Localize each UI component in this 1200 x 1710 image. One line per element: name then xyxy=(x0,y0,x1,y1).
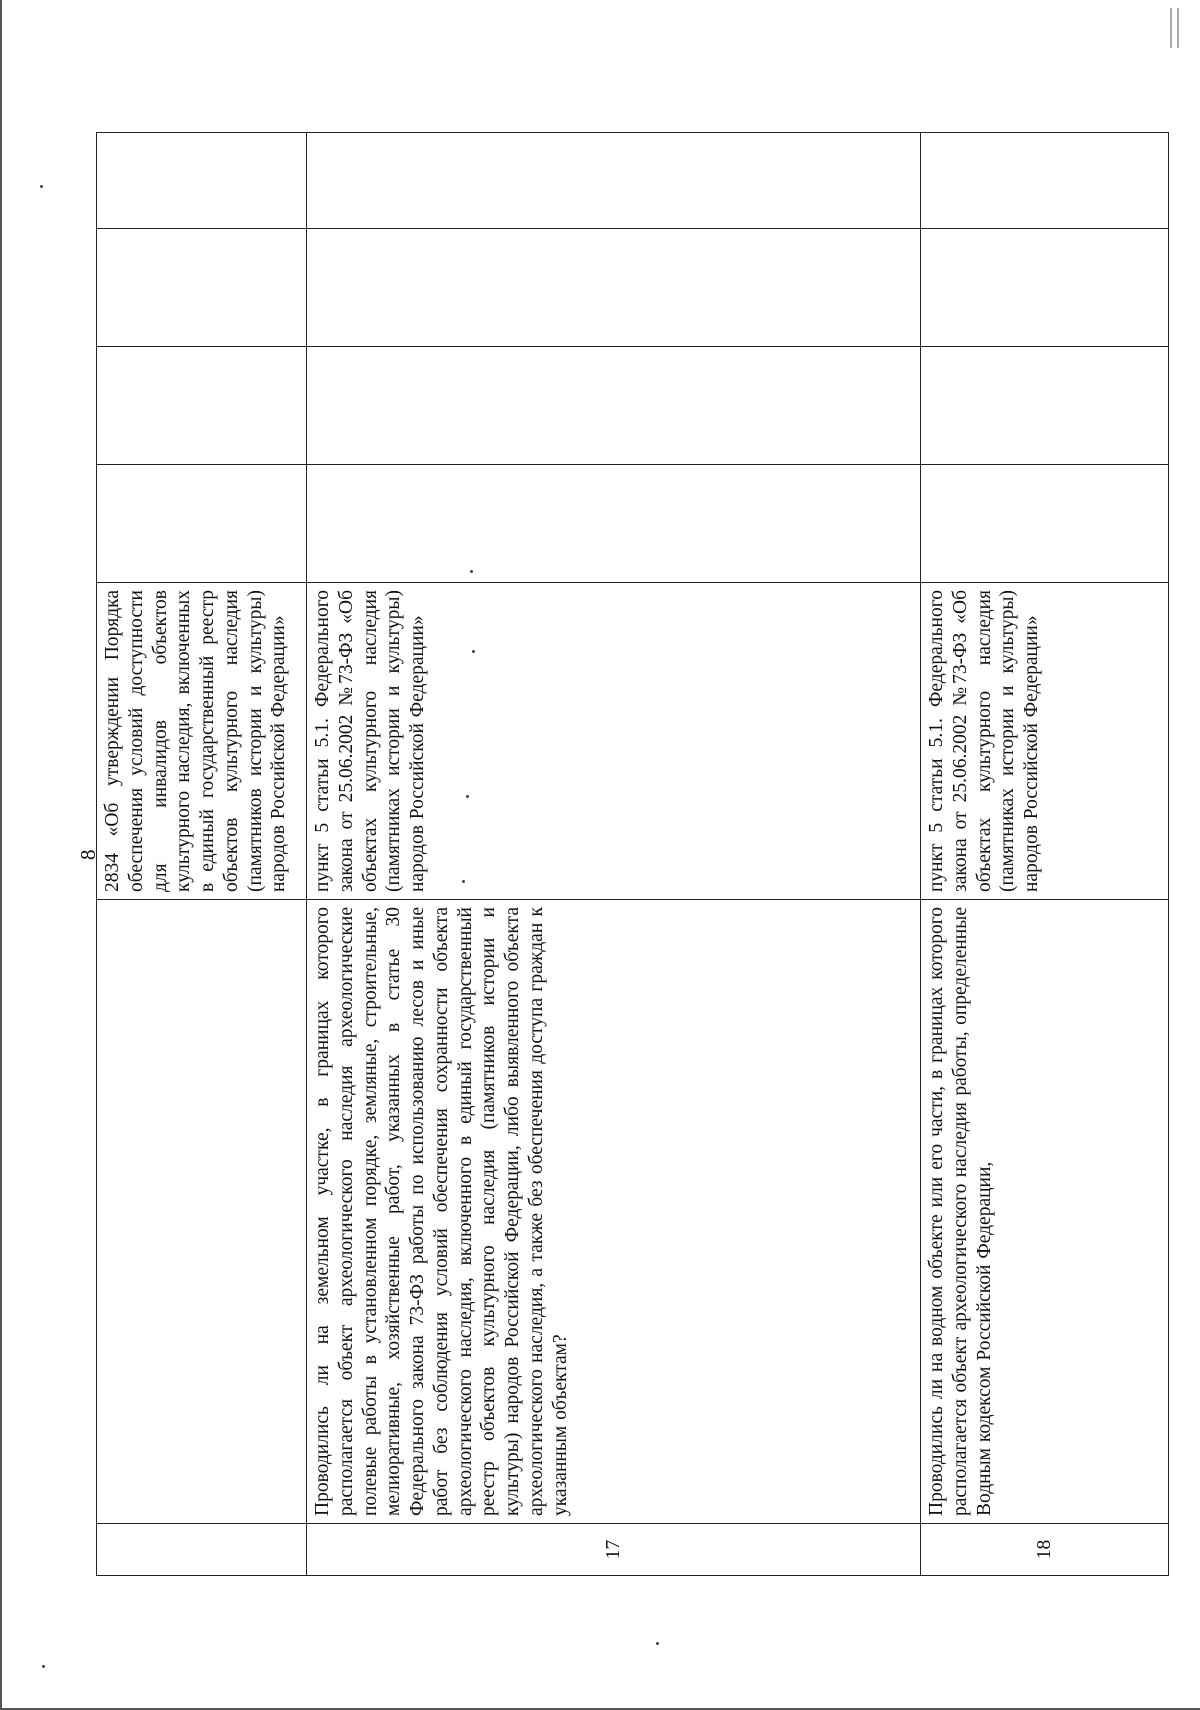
legal-basis-cell: пункт 5 статьи 5.1. Федерального закона от 25.06.2002 №73-ФЗ «Об объектах культурного наследия (памятниках истории и культуры) народов Российской Федерации» xyxy=(921,583,1169,900)
answer-cell xyxy=(307,229,921,347)
checklist-table xyxy=(96,132,1169,1576)
question-cell: Проводились ли на земельном участке, в границах которого располагается объект археологического наследия археологические полевые работы в установленном порядке, земляные, строительные, мелиоративные, хозяйственные работ, указанных в статье 30 Федерального закона 73-ФЗ работы по использованию лесов и иные работ без соблюдения условий обеспечения сохранности объекта археологического наследия, включенного в единый государственный реестр объектов культурного наследия (памятников истории и культуры) народов Российской Федерации, либо выявленного объекта археологического наследия, а также без обеспечения доступа граждан к указанным объектам? xyxy=(307,900,921,1524)
page-number: 8 xyxy=(76,849,100,860)
question-cell: Проводились ли на водном объекте или его части, в границах которого располагается объект археологического наследия работы, определенные Водным кодексом Российской Федерации, xyxy=(921,900,1169,1524)
note-cell xyxy=(97,133,307,229)
answer-cell xyxy=(307,347,921,465)
row-number: 17 xyxy=(307,1524,921,1576)
answer-cell xyxy=(921,465,1169,583)
question-cell xyxy=(97,900,307,1524)
answer-cell xyxy=(97,347,307,465)
table-row xyxy=(921,133,1169,1576)
table-row xyxy=(307,133,921,1576)
legal-basis-cell: 2834 «Об утверждении Порядка обеспечения условий доступности для инвалидов объектов культурного наследия, включенных в единый государственный реестр объектов культурного наследия (памятников истории и культуры) народов Российской Федерации» xyxy=(97,583,307,900)
row-number xyxy=(97,1524,307,1576)
answer-cell xyxy=(921,229,1169,347)
note-cell xyxy=(307,133,921,229)
answer-cell xyxy=(307,465,921,583)
answer-cell xyxy=(921,347,1169,465)
table-row xyxy=(97,133,307,1576)
note-cell xyxy=(921,133,1169,229)
answer-cell xyxy=(97,229,307,347)
answer-cell xyxy=(97,465,307,583)
legal-basis-cell: пункт 5 статьи 5.1. Федерального закона от 25.06.2002 №73-ФЗ «Об объектах культурного наследия (памятниках истории и культуры) народов Российской Федерации» xyxy=(307,583,921,900)
row-number: 18 xyxy=(921,1524,1169,1576)
